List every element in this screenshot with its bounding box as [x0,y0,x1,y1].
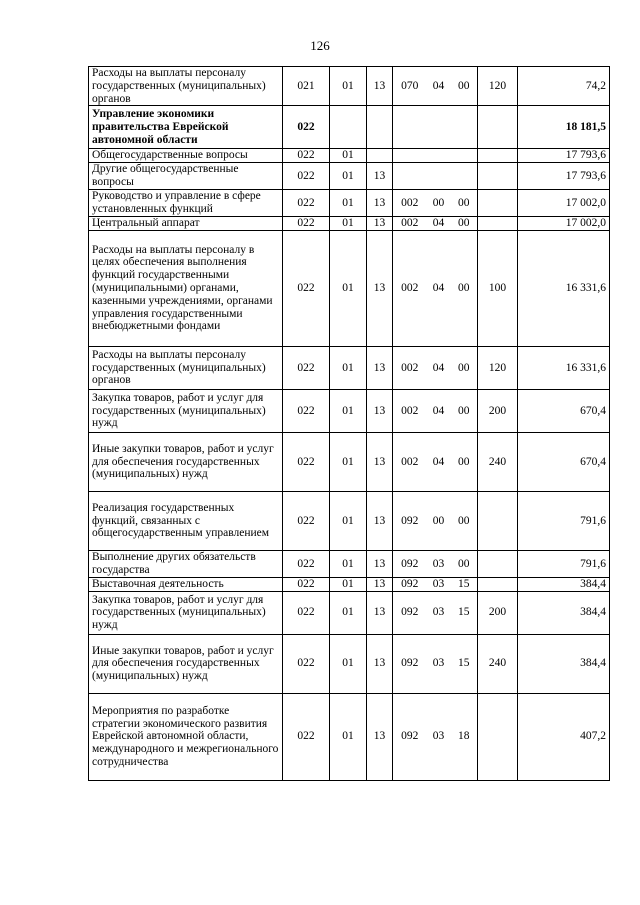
amount: 17 002,0 [518,217,610,231]
ministry-code: 022 [283,591,330,634]
amount: 407,2 [518,693,610,780]
section-code: 01 [330,230,367,346]
amount: 791,6 [518,550,610,577]
target-article-code-1: 092 [393,550,427,577]
row-description: Выполнение других обязательств государства [89,550,283,577]
target-article-code-3: 15 [451,591,478,634]
section-code: 01 [330,389,367,432]
budget-table [88,66,610,781]
table-row [89,634,610,693]
expense-type-code [478,491,518,550]
ministry-code: 022 [283,106,330,149]
row-description: Расходы на выплаты персоналу в целях обеспечения выполнения функций государственными (муниципальными) органами, казенными учреждениями, органами управления государственными внебюджетными фондами [89,230,283,346]
expense-type-code [478,190,518,217]
target-article-code-1: 002 [393,389,427,432]
target-article-code-3: 00 [451,230,478,346]
table-row [89,106,610,149]
subsection-code: 13 [367,230,393,346]
target-article-code-2 [427,163,451,190]
section-code [330,106,367,149]
ministry-code: 022 [283,634,330,693]
expense-type-code [478,550,518,577]
row-description: Реализация государственных функций, связанных с общегосударственным управлением [89,491,283,550]
ministry-code: 021 [283,67,330,106]
amount: 670,4 [518,432,610,491]
row-description: Расходы на выплаты персоналу государственных (муниципальных) органов [89,346,283,389]
expense-type-code: 200 [478,591,518,634]
target-article-code-1: 002 [393,217,427,231]
target-article-code-3: 18 [451,693,478,780]
expense-type-code [478,217,518,231]
target-article-code-2: 04 [427,217,451,231]
row-description: Другие общегосударственные вопросы [89,163,283,190]
row-description: Расходы на выплаты персоналу государственных (муниципальных) органов [89,67,283,106]
subsection-code [367,106,393,149]
target-article-code-1 [393,163,427,190]
row-description: Иные закупки товаров, работ и услуг для обеспечения государственных (муниципальных) нужд [89,634,283,693]
amount: 17 793,6 [518,149,610,163]
row-description: Выставочная деятельность [89,577,283,591]
target-article-code-2: 04 [427,389,451,432]
expense-type-code: 120 [478,67,518,106]
target-article-code-2: 04 [427,230,451,346]
expense-type-code: 200 [478,389,518,432]
row-description: Руководство и управление в сфере установленных функций [89,190,283,217]
ministry-code: 022 [283,577,330,591]
expense-type-code [478,106,518,149]
subsection-code [367,149,393,163]
subsection-code: 13 [367,491,393,550]
target-article-code-3 [451,106,478,149]
table-row [89,67,610,106]
target-article-code-2: 04 [427,346,451,389]
amount: 384,4 [518,634,610,693]
subsection-code: 13 [367,634,393,693]
target-article-code-2: 03 [427,577,451,591]
subsection-code: 13 [367,577,393,591]
target-article-code-1: 070 [393,67,427,106]
section-code: 01 [330,634,367,693]
target-article-code-1: 092 [393,491,427,550]
section-code: 01 [330,550,367,577]
subsection-code: 13 [367,346,393,389]
target-article-code-3 [451,163,478,190]
target-article-code-1: 092 [393,577,427,591]
amount: 74,2 [518,67,610,106]
amount: 384,4 [518,591,610,634]
ministry-code: 022 [283,190,330,217]
target-article-code-3: 00 [451,550,478,577]
section-code: 01 [330,217,367,231]
subsection-code: 13 [367,591,393,634]
budget-table-body [89,67,610,781]
row-description: Общегосударственные вопросы [89,149,283,163]
target-article-code-2 [427,149,451,163]
expense-type-code: 240 [478,634,518,693]
table-row [89,217,610,231]
ministry-code: 022 [283,163,330,190]
subsection-code: 13 [367,389,393,432]
table-row [89,190,610,217]
subsection-code: 13 [367,190,393,217]
target-article-code-3: 00 [451,190,478,217]
table-row [89,693,610,780]
table-row [89,389,610,432]
row-description: Иные закупки товаров, работ и услуг для обеспечения государственных (муниципальных) нужд [89,432,283,491]
target-article-code-2: 03 [427,693,451,780]
amount: 17 002,0 [518,190,610,217]
table-row [89,346,610,389]
target-article-code-2: 03 [427,550,451,577]
target-article-code-3: 15 [451,634,478,693]
target-article-code-2: 00 [427,491,451,550]
target-article-code-3: 00 [451,67,478,106]
target-article-code-3: 00 [451,389,478,432]
target-article-code-1: 092 [393,591,427,634]
section-code: 01 [330,491,367,550]
table-row [89,149,610,163]
table-row [89,432,610,491]
table-row [89,163,610,190]
target-article-code-1: 002 [393,230,427,346]
target-article-code-2: 04 [427,432,451,491]
amount: 670,4 [518,389,610,432]
row-description: Закупка товаров, работ и услуг для государственных (муниципальных) нужд [89,389,283,432]
section-code: 01 [330,591,367,634]
ministry-code: 022 [283,217,330,231]
table-row [89,591,610,634]
ministry-code: 022 [283,346,330,389]
ministry-code: 022 [283,389,330,432]
expense-type-code [478,149,518,163]
target-article-code-1: 092 [393,634,427,693]
target-article-code-3: 00 [451,217,478,231]
expense-type-code [478,163,518,190]
section-code: 01 [330,190,367,217]
subsection-code: 13 [367,67,393,106]
target-article-code-2: 00 [427,190,451,217]
page-number: 126 [310,38,330,53]
target-article-code-1: 092 [393,693,427,780]
subsection-code: 13 [367,217,393,231]
target-article-code-2 [427,106,451,149]
row-description: Мероприятия по разработке стратегии экономического развития Еврейской автономной области, международного и межрегионального сотрудничества [89,693,283,780]
ministry-code: 022 [283,432,330,491]
expense-type-code [478,693,518,780]
ministry-code: 022 [283,550,330,577]
section-code: 01 [330,577,367,591]
section-code: 01 [330,67,367,106]
amount: 18 181,5 [518,106,610,149]
amount: 16 331,6 [518,230,610,346]
table-row [89,577,610,591]
target-article-code-1: 002 [393,190,427,217]
table-row [89,550,610,577]
target-article-code-3: 00 [451,432,478,491]
ministry-code: 022 [283,693,330,780]
table-row [89,230,610,346]
row-description: Управление экономики правительства Еврейской автономной области [89,106,283,149]
subsection-code: 13 [367,550,393,577]
ministry-code: 022 [283,230,330,346]
subsection-code: 13 [367,432,393,491]
row-description: Закупка товаров, работ и услуг для государственных (муниципальных) нужд [89,591,283,634]
expense-type-code: 120 [478,346,518,389]
expense-type-code: 240 [478,432,518,491]
section-code: 01 [330,346,367,389]
section-code: 01 [330,693,367,780]
amount: 17 793,6 [518,163,610,190]
section-code: 01 [330,163,367,190]
expense-type-code: 100 [478,230,518,346]
target-article-code-3: 00 [451,346,478,389]
amount: 384,4 [518,577,610,591]
ministry-code: 022 [283,491,330,550]
amount: 16 331,6 [518,346,610,389]
subsection-code: 13 [367,163,393,190]
target-article-code-3 [451,149,478,163]
expense-type-code [478,577,518,591]
section-code: 01 [330,149,367,163]
target-article-code-1: 002 [393,432,427,491]
target-article-code-2: 04 [427,67,451,106]
table-row [89,491,610,550]
ministry-code: 022 [283,149,330,163]
section-code: 01 [330,432,367,491]
target-article-code-2: 03 [427,634,451,693]
target-article-code-3: 00 [451,491,478,550]
target-article-code-3: 15 [451,577,478,591]
target-article-code-1 [393,106,427,149]
target-article-code-1: 002 [393,346,427,389]
row-description: Центральный аппарат [89,217,283,231]
target-article-code-2: 03 [427,591,451,634]
target-article-code-1 [393,149,427,163]
subsection-code: 13 [367,693,393,780]
amount: 791,6 [518,491,610,550]
